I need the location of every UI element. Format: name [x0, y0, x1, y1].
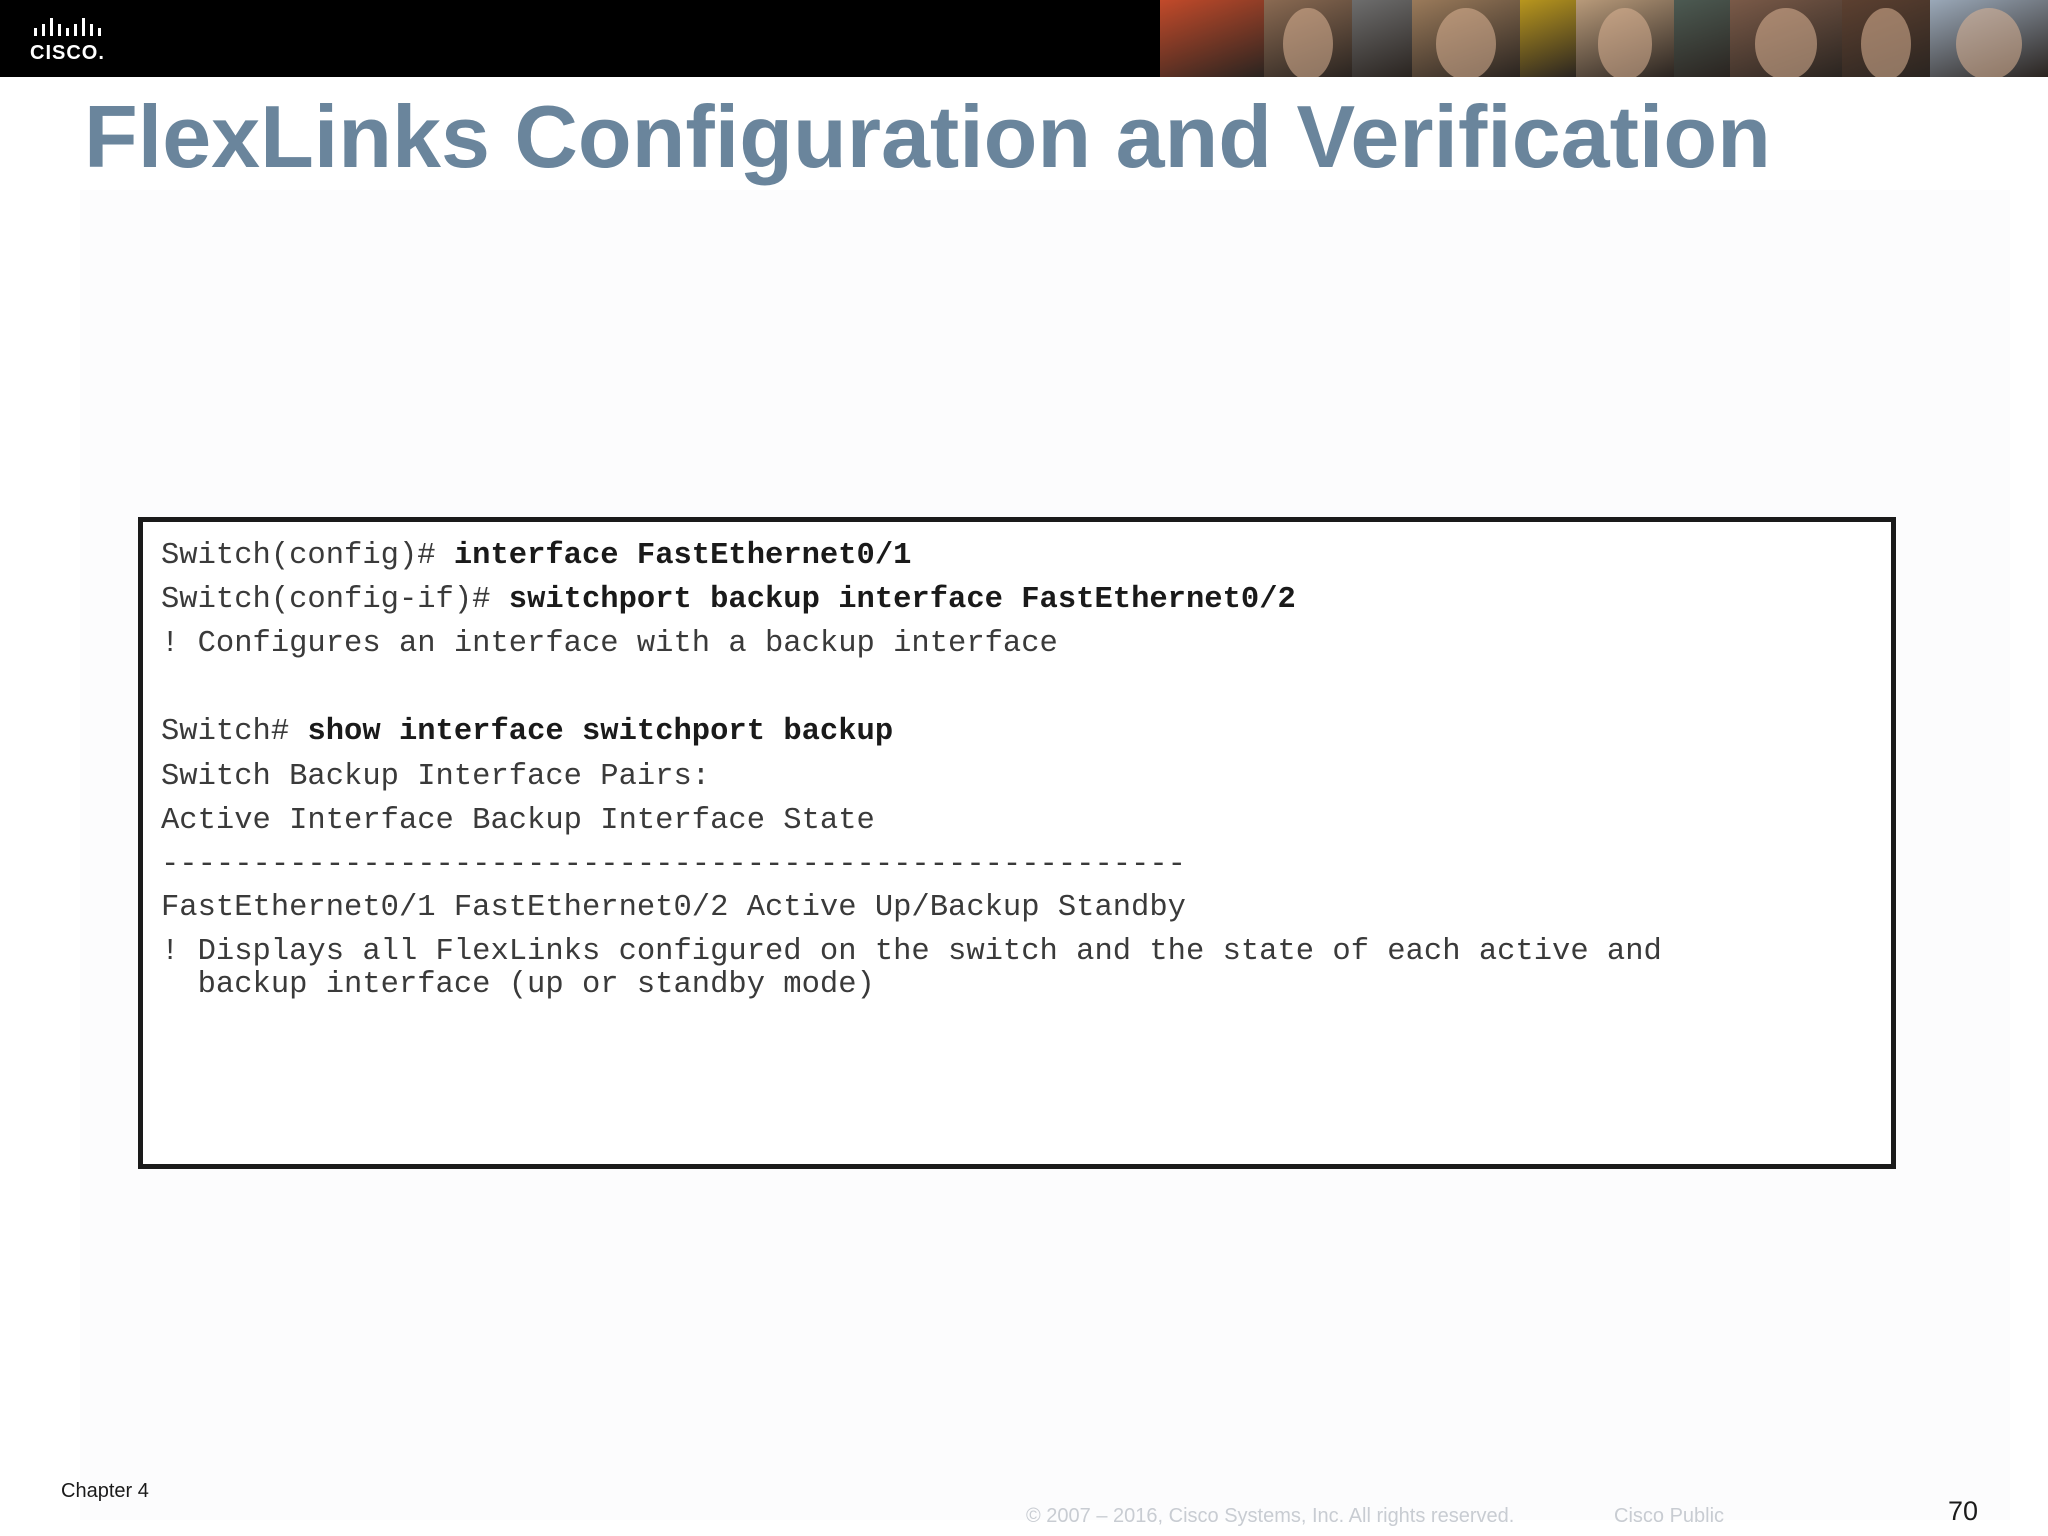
code-prompt-text: Switch# [161, 715, 308, 749]
code-prompt-text: Switch(config)# [161, 539, 454, 573]
photo-girl-smiling [1730, 0, 1842, 77]
photo-abstract-art [1160, 0, 1264, 77]
code-line [161, 934, 1662, 970]
code-line [161, 847, 1186, 883]
code-line [161, 967, 875, 1003]
photo-face-shape [1283, 8, 1332, 77]
photo-face-shape [1861, 8, 1910, 77]
code-line [161, 759, 710, 795]
classification-label: Cisco Public [1614, 1505, 1725, 1527]
photo-face-shape [1598, 8, 1653, 77]
code-prompt-text: ! Displays all FlexLinks configured on the switch and the state of each active and [161, 935, 1662, 969]
photo-yellow-pattern [1520, 0, 1576, 77]
code-command-text: switchport backup interface FastEthernet0/2 [508, 583, 1296, 617]
code-prompt-text: Switch(config-if)# [161, 583, 509, 617]
code-prompt-text: FastEthernet0/1 FastEthernet0/2 Active Up/Backup Standby [161, 891, 1186, 925]
photo-woman-smiling [1264, 0, 1352, 77]
code-command-text: interface FastEthernet0/1 [453, 539, 912, 573]
photo-face-shape [1436, 8, 1496, 77]
photo-man-suit [1352, 0, 1412, 77]
code-line [161, 626, 1058, 662]
photo-face-shape [1755, 8, 1818, 77]
cisco-logo-text: CISCO. [30, 42, 105, 64]
code-line [161, 890, 1186, 926]
photo-woman-closeup [1412, 0, 1520, 77]
code-command-text: show interface switchport backup [307, 715, 894, 749]
code-prompt-text: Switch Backup Interface Pairs: [161, 760, 711, 794]
photo-man-cap [1930, 0, 2048, 77]
code-line [161, 803, 875, 839]
code-prompt-text: backup interface (up or standby mode) [161, 968, 875, 1002]
code-prompt-text: Active Interface Backup Interface State [161, 804, 875, 838]
photo-man-portrait [1842, 0, 1930, 77]
code-line [161, 538, 911, 574]
code-line [161, 714, 893, 750]
photo-strip [1160, 0, 2048, 77]
code-box [138, 517, 1896, 1169]
photo-woman-headscarf [1576, 0, 1674, 77]
photo-face-shape [1956, 8, 2022, 77]
cisco-logo [30, 14, 120, 64]
copyright-notice: © 2007 – 2016, Cisco Systems, Inc. All rights reserved. [1026, 1505, 1515, 1527]
code-line [161, 582, 1296, 618]
code-prompt-text: ! Configures an interface with a backup interface [161, 627, 1058, 661]
code-prompt-text: -------------------------------------------------------- [161, 848, 1186, 882]
top-banner [0, 0, 2048, 77]
chapter-label: Chapter 4 [61, 1480, 149, 1502]
slide-title: FlexLinks Configuration and Verification [84, 87, 1771, 186]
cisco-bars-icon [32, 16, 116, 40]
page-number: 70 [1948, 1496, 1979, 1526]
photo-man-chalkboard [1674, 0, 1730, 77]
